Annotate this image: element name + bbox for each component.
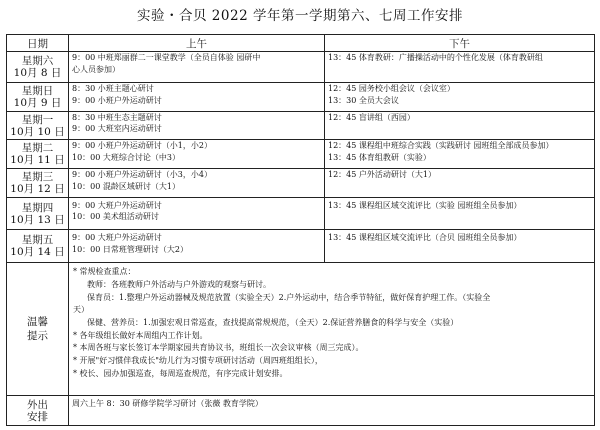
note-item: 教师：各班教师户外活动与户外游戏的观察与研讨。 [87, 279, 271, 289]
date-label: 10月 14 日 [10, 246, 65, 259]
weekday-label: 星期一 [21, 113, 54, 126]
schedule-item: 10：00 混龄区域研讨（大1） [72, 181, 180, 191]
schedule-item: 9：00 大班户外运动研讨 [72, 233, 162, 243]
date-label: 10月 9 日 [13, 96, 62, 109]
table-row [7, 169, 595, 198]
weekday-label: 星期五 [21, 234, 54, 247]
schedule-item: 心人员参加） [72, 64, 120, 74]
schedule-item: 13：45 课程组区域交流评比（合贝 园班组全员参加） [328, 233, 522, 243]
weekday-label: 星期六 [21, 55, 54, 68]
notes-heading: * 常规检查重点： [73, 267, 136, 277]
date-label: 10月 12 日 [10, 182, 65, 195]
weekday-label: 星期日 [21, 84, 54, 97]
afternoon-cell [325, 140, 595, 169]
note-item: * 校长、园办加强巡查，每周巡查规范，有序完成计划安排。 [73, 368, 288, 378]
afternoon-cell [325, 83, 595, 112]
schedule-item: 13：45 课程组区域交流评比（实验 园班组全员参加） [328, 200, 522, 210]
schedule-item: 10：00 大班综合讨论（中3） [72, 152, 180, 162]
day-cell [7, 111, 69, 140]
schedule-item: 9：00 小班户外运动研讨（小1，小2） [72, 141, 212, 151]
schedule-item: 13：30 全员大会议 [328, 95, 399, 105]
schedule-item: 12：45 盲讲组（西园） [328, 112, 415, 122]
outing-label: 外出 安排 [7, 396, 69, 426]
schedule-item: 9：00 大班户外运动研讨 [72, 200, 162, 210]
note-item: * 开展"好习惯伴我成长"幼儿行为习惯专项研讨活动（周四班组组长）， [73, 356, 323, 366]
day-cell [7, 169, 69, 198]
notes-label: 温馨 提示 [7, 263, 69, 396]
schedule-item: 13：45 体育教研：广播操活动中的个性化发展（体育教研组 [328, 53, 543, 63]
day-cell [7, 83, 69, 112]
weekday-label: 星期三 [21, 170, 54, 183]
notes-cell [69, 263, 595, 396]
afternoon-cell [325, 197, 595, 230]
schedule-item: 9：00 小班户外运动研讨（小3，小4） [72, 170, 212, 180]
morning-header: 上午 [69, 35, 325, 52]
date-label: 10月 8 日 [13, 67, 62, 80]
schedule-table [6, 34, 595, 426]
schedule-item: 12：45 户外活动研讨（大1） [328, 170, 436, 180]
schedule-item: 12：45 园务校小组会议（会议室） [328, 84, 455, 94]
schedule-item: 13：45 体育组教研（实验） [328, 152, 431, 162]
afternoon-cell [325, 169, 595, 198]
table-row [7, 52, 595, 83]
weekday-label: 星期四 [21, 201, 54, 214]
schedule-item: 9：00 大班室内运动研讨 [72, 124, 162, 134]
schedule-item: 8：30 小班主题心研讨 [72, 84, 154, 94]
date-label: 10月 10 日 [10, 125, 65, 138]
header-row [7, 35, 595, 52]
outing-row [7, 396, 595, 426]
note-item: 保育员：1.整理户外运动器械及规范放置（实验全天）2.户外运动中，结合季节特征，做好保育护理工作。（实验全 [87, 292, 491, 302]
schedule-item: 9：00 中班郑丽群二一课堂教学（全员自体验 园研中 [72, 53, 261, 63]
day-cell [7, 197, 69, 230]
table-row [7, 111, 595, 140]
schedule-item: 9：00 小班户外运动研讨 [72, 95, 162, 105]
morning-cell [69, 197, 325, 230]
schedule-item: 8：30 中班生态主题研讨 [72, 112, 162, 122]
note-item: 保健、营养员：1.加强宏观日常巡查，查找提高常规规范，（全天）2.保证营养膳食的科学与安全（实验） [87, 318, 459, 328]
table-row [7, 83, 595, 112]
morning-cell [69, 140, 325, 169]
afternoon-cell [325, 52, 595, 83]
table-row [7, 197, 595, 230]
morning-cell [69, 111, 325, 140]
schedule-item: 10：00 日常班管理研讨（大2） [72, 244, 188, 254]
day-cell [7, 52, 69, 83]
weekday-label: 星期二 [21, 142, 54, 155]
page-title: 实验・合贝 2022 学年第一学期第六、七周工作安排 [137, 8, 463, 24]
table-row [7, 140, 595, 169]
date-label: 10月 13 日 [10, 213, 65, 226]
outing-text: 周六上午 8：30 研修学院学习研讨（张薇 教育学院） [72, 399, 263, 409]
outing-cell [69, 396, 595, 426]
date-label: 10月 11 日 [10, 154, 65, 167]
note-item: 天） [73, 305, 89, 315]
afternoon-cell [325, 111, 595, 140]
day-cell [7, 230, 69, 263]
afternoon-cell [325, 230, 595, 263]
morning-cell [69, 169, 325, 198]
day-cell [7, 140, 69, 169]
table-row [7, 230, 595, 263]
schedule-item: 12：45 课程组中班综合实践（实践研讨 园班组全部成员参加） [328, 141, 554, 151]
notes-row [7, 263, 595, 396]
morning-cell [69, 230, 325, 263]
note-item: * 本周各班与家长签订本学期家园共育协议书，班组长一次会议审核（周三完成）。 [73, 343, 364, 353]
date-header: 日期 [7, 35, 69, 52]
afternoon-header: 下午 [325, 35, 595, 52]
morning-cell [69, 52, 325, 83]
schedule-item: 10：00 美术组活动研讨 [72, 212, 159, 222]
morning-cell [69, 83, 325, 112]
note-item: * 各年级组长做好本周组内工作计划。 [73, 330, 208, 340]
